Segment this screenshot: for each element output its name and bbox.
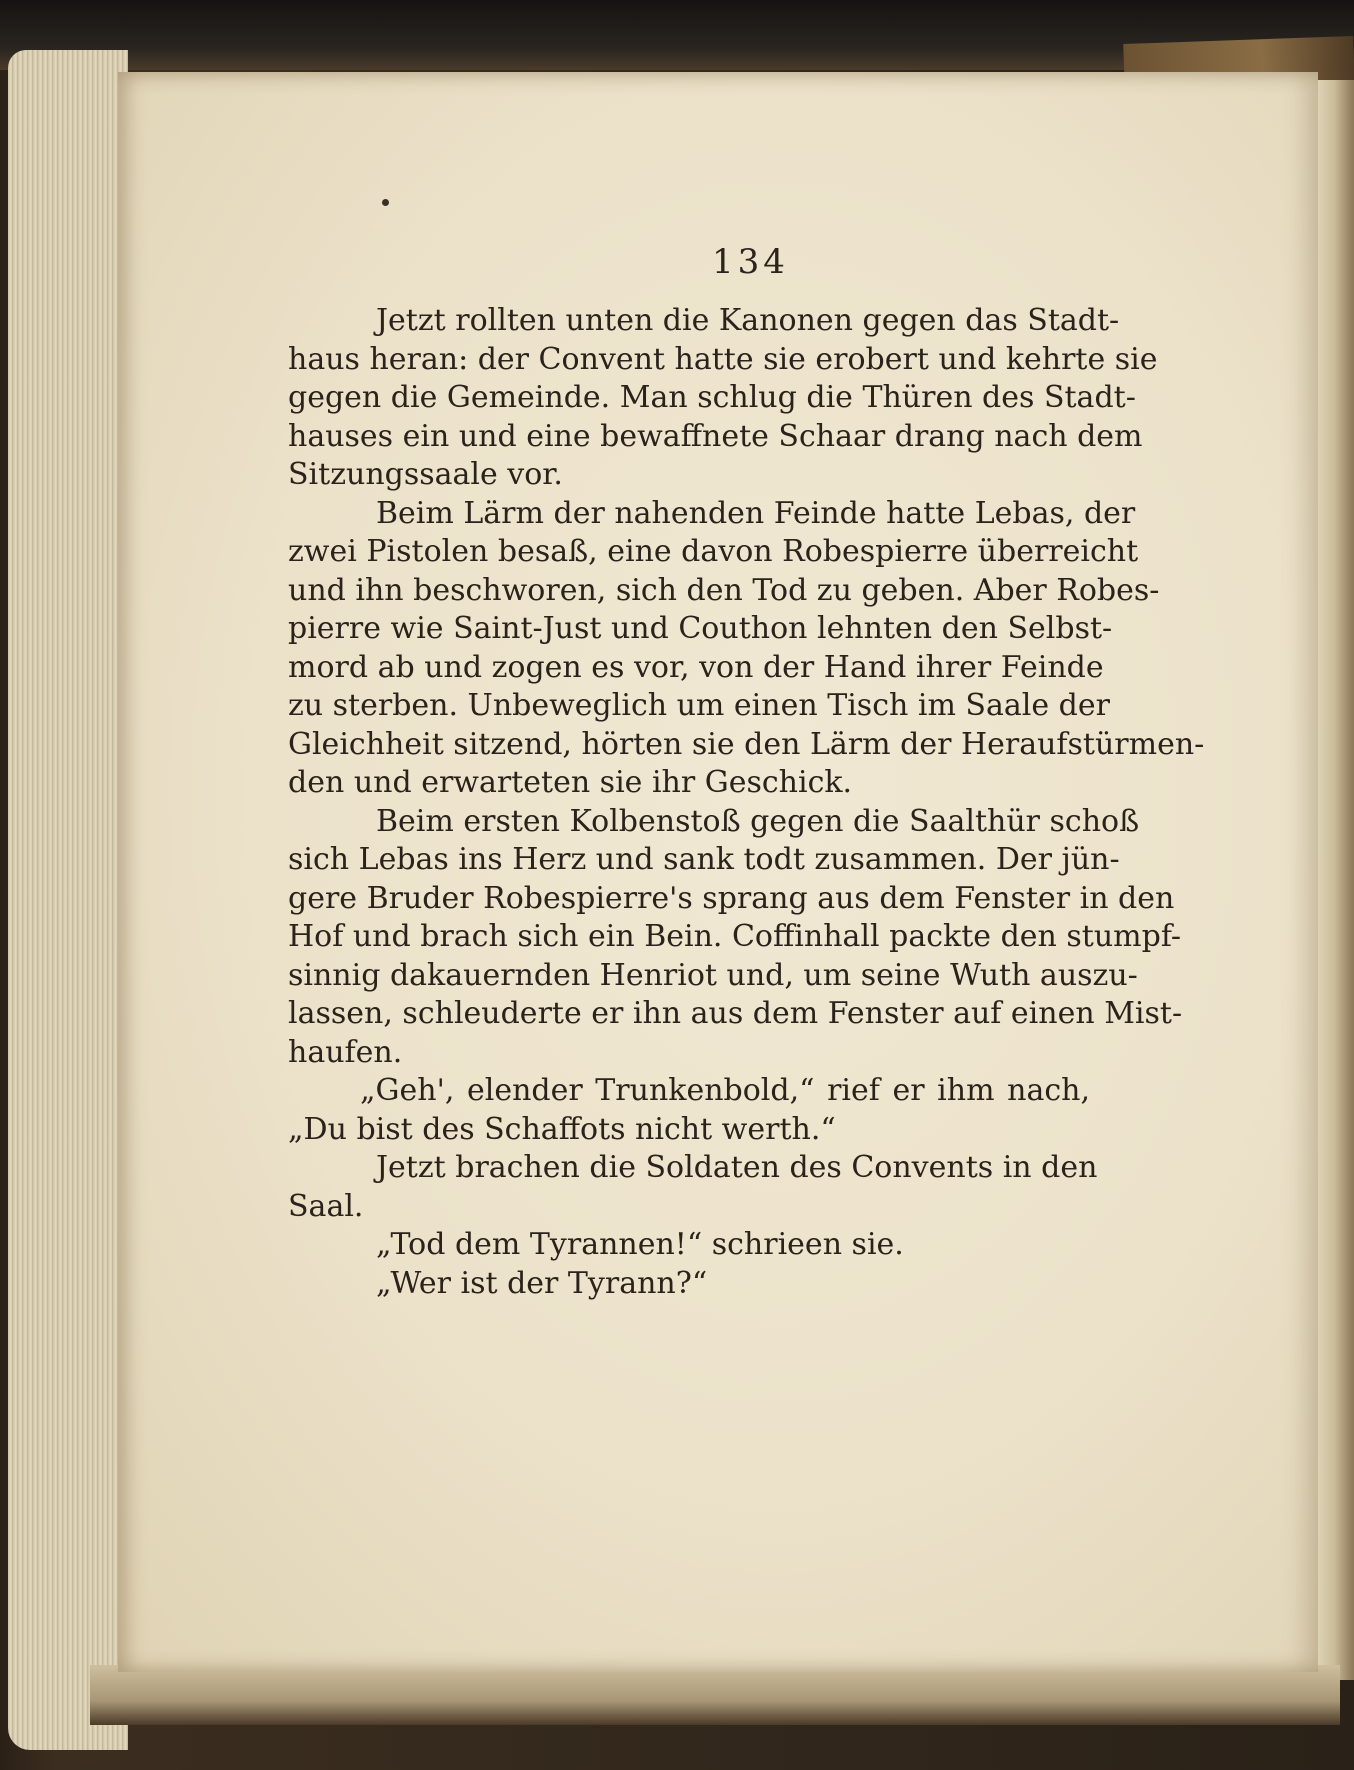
text-line: sinnig dakauernden Henriot und, um seine Wuth auszu- — [288, 957, 1138, 993]
text-line: pierre wie Saint-Just und Couthon lehnten den Selbst- — [288, 611, 1113, 646]
text-line: Beim ersten Kolbenstoß gegen die Saalthür schoß — [376, 803, 1140, 839]
book-page — [118, 72, 1318, 1672]
text-line: lassen, schleuderte er ihn aus dem Fenster auf einen Mist- — [288, 996, 1183, 1031]
text-line: haus heran: der Convent hatte sie erobert und kehrte sie — [288, 341, 1158, 377]
ink-speck — [382, 199, 389, 206]
text-line: sich Lebas ins Herz und sank todt zusammen. Der jün- — [288, 842, 1120, 877]
body-text — [288, 302, 1205, 1303]
text-line: und ihn beschworen, sich den Tod zu geben. Aber Robes- — [288, 572, 1160, 608]
text-line: zu sterben. Unbeweglich um einen Tisch im Saale der — [288, 688, 1110, 723]
text-line: „Tod dem Tyrannen!“ schrieen sie. — [376, 1227, 904, 1262]
text-line: gere Bruder Robespierre's sprang aus dem Fenster in den — [288, 880, 1175, 916]
page-stack-bottom-edge — [90, 1665, 1340, 1725]
text-line: haufen. — [288, 1034, 403, 1070]
text-line: Gleichheit sitzend, hörten sie den Lärm der Heraufstürmen- — [288, 726, 1205, 762]
text-line: „Geh', elender Trunkenbold,“ rief er ihm nach, — [360, 1073, 1090, 1108]
text-line: Jetzt brachen die Soldaten des Convents in den — [376, 1150, 1098, 1185]
text-line: hauses ein und eine bewaffnete Schaar drang nach dem — [288, 418, 1143, 454]
text-line: Jetzt rollten unten die Kanonen gegen das Stadt- — [376, 303, 1120, 338]
text-line: „Wer ist der Tyrann?“ — [376, 1265, 708, 1301]
text-line: den und erwarteten sie ihr Geschick. — [288, 765, 853, 800]
text-line: Saal. — [288, 1188, 364, 1224]
text-line: mord ab und zogen es vor, von der Hand ihrer Feinde — [288, 649, 1104, 685]
page-stack-left-edge — [8, 50, 128, 1750]
text-line: gegen die Gemeinde. Man schlug die Thüren des Stadt- — [288, 380, 1136, 415]
page-number: 134 — [712, 242, 789, 282]
page-right-edge — [1314, 80, 1354, 1680]
text-line: Sitzungssaale vor. — [288, 457, 563, 492]
text-line: zwei Pistolen besaß, eine davon Robespierre überreicht — [288, 534, 1139, 569]
text-line: Beim Lärm der nahenden Feinde hatte Lebas, der — [376, 495, 1136, 531]
text-line: Hof und brach sich ein Bein. Coffinhall packte den stumpf- — [288, 919, 1181, 954]
text-line: „Du bist des Schaffots nicht werth.“ — [288, 1111, 836, 1147]
